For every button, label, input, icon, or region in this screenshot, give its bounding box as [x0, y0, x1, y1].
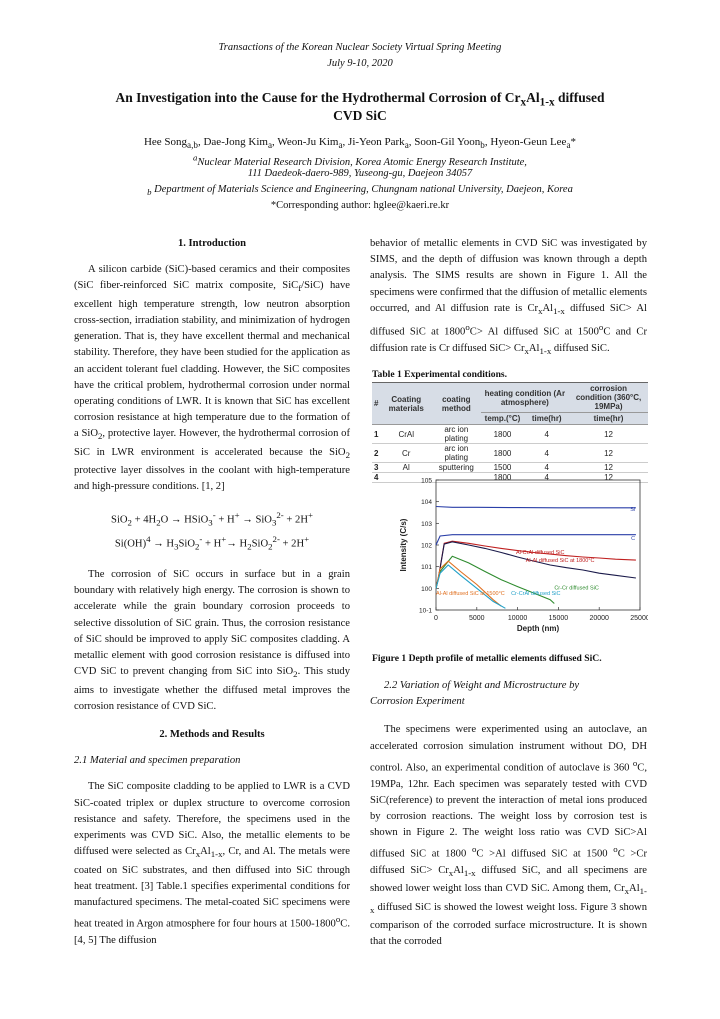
series-line — [436, 541, 636, 588]
si-label: Si — [630, 506, 636, 513]
c-label: C — [631, 536, 636, 543]
table-cell: 12 — [569, 463, 648, 473]
series-label: Al-Al diffused SiC at 1500°C — [436, 591, 505, 598]
meeting-date: July 9-10, 2020 — [327, 58, 393, 69]
table-cell: 12 — [569, 425, 648, 444]
y-axis-label: Intensity (C/s) — [399, 518, 408, 572]
th-heat-time: time(hr) — [524, 413, 569, 425]
figure-1-caption: Figure 1 Depth profile of metallic elements diffused SiC. — [372, 653, 602, 664]
th-coating-method: coating method — [432, 383, 481, 425]
section-methods-heading: 2. Methods and Results — [159, 729, 265, 740]
series-label: Al-CrAl diffused SiC — [515, 550, 565, 557]
x-tick-label: 5000 — [469, 615, 485, 622]
series-label: Cr-CrAl diffused SiC — [511, 591, 561, 598]
depth-profile-svg — [396, 472, 648, 642]
th-coating-materials: Coating materials — [380, 383, 432, 425]
y-tick-label: 10-1 — [418, 607, 432, 615]
x-tick-label: 20000 — [589, 615, 609, 622]
journal-header: Transactions of the Korean Nuclear Society Virtual Spring Meeting — [218, 42, 502, 53]
subsection-2-2-heading-b: Corrosion Experiment — [370, 696, 465, 708]
y-tick-label: 105 — [421, 477, 432, 485]
table-row — [372, 425, 648, 444]
table-cell: Cr — [380, 444, 432, 463]
subsection-2-2-heading-a: 2.2 Variation of Weight and Microstructure by — [384, 680, 580, 691]
th-number: # — [372, 383, 380, 425]
intro-paragraph-1: A silicon carbide (SiC)-based ceramics and their composites (SiC fiber-reinforced SiC matrix composite, SiC$_f$/SiC) have excellent high temperature strength, low neutron absorption cross-section, irradiation stability, and minimization of hydrogen generation. That is, they have excellent thermal and mechanical stability. Therefore, they have been studied for the application as an accident tolerant fuel cladding. However, the SiC composites have the critical problem, hydrothermal corrosion under normal operating conditions of LWR. It is known that SiC has excellent corrosion resistance at high temperature due to the formation of a SiO$_2$, protective layer. However, the hydrothermal corrosion of SiC in LWR environment is accelerated because the SiO$_2$ protective layer dissolves in the coolant with high-temperature and high-pressure conditions. [1, 2] — [74, 264, 351, 493]
table-cell: 12 — [569, 473, 648, 483]
paper-title-line1: An Investigation into the Cause for the Hydrothermal Corrosion of $Cr_xAl_{1-x}$ diffused — [115, 90, 605, 109]
right-column-lower — [370, 678, 647, 950]
table-cell: arc ion plating — [432, 444, 481, 463]
table-row — [372, 444, 648, 463]
methods-paragraph-1: The SiC composite cladding to be applied to LWR is a CVD SiC-coated triplex or duplex structure to overcome corrosion resistance and safety. Therefore, the specimens used in the experiments was CVD SiC. Also, the metallic elements to be diffused were selected as $Cr_xAl_{1-x}$, Cr, and Al. The metals were coated on SiC substrates, and then diffused into SiC through heat treatment. [3] Table.1 specifies experimental conditions for manufactured specimens. The metal-coated SiC specimens were heat treated in Argon atmosphere for four hours at 1500-1800$^o$C. [4, 5] The diffusion — [74, 781, 351, 946]
intro-paragraph-2: The corrosion of SiC occurs in surface but in a grain boundary with relatively high energy. The corrosion is shown to accelerate while the grain boundary corrosion proceeds to selective dissolution of SiC grain. Thus, the corrosion resistance of SiC should be improved to apply SiC composites cladding. A metallic element with good corrosion resistance is diffused into CVD SiC to prevent changing from SiC into SiO$_2$. This study aims to investigate whether the diffused metal improves the corrosion resistance of CVD SiC. — [74, 569, 350, 712]
corrosion-paragraph: The specimens were experimented using an autoclave, an accelerated corrosion simulation instrument without DO, DH control. Also, an experimental condition of autoclave is 360 $^o$C, 19MPa, 12hr. Each specimen was separately tested with CVD SiC(reference) to prevent the interaction of metal ions produced by corrosion reactions. The weight loss by corrosion test is shown in Figure 2. The weight loss ratio was CVD SiC>Al diffused SiC at 1800 $^o$C >Al diffused SiC at 1500 $^o$C >Cr diffused $SiC> Cr_xAl_{1-x}$ diffused SiC, and all specimens are showed lower weight loss than CVD SiC. Among them, $Cr_xAl_{1-x}$ diffused SiC is showed the lowest weight loss. Figure 3 shown comparison of the corroded surface microstructure. It is shown that the corroded — [370, 724, 647, 948]
table-row — [372, 463, 648, 473]
right-column — [370, 236, 647, 359]
table-cell: sputtering — [432, 463, 481, 473]
experimental-conditions-table — [372, 382, 648, 483]
table-cell: 1800 — [481, 425, 525, 444]
table-cell: CrAl — [380, 425, 432, 444]
series-label: Cr-Cr diffused SiC — [554, 585, 599, 592]
affiliation-b: $_b$ Department of Materials Science and Engineering, Chungnam national University, Daejeon, Korea — [147, 184, 573, 198]
series-line — [436, 542, 636, 592]
affiliation-a2: 111 Daedeok-daero-989, Yuseong-gu, Daejeon 34057 — [247, 168, 473, 179]
equation-2: $Si(OH)^4 \to H_3SiO_2^- + H^+\to H_2SiO_2^{2-} + 2H^+$ — [114, 534, 310, 552]
y-tick-label: 104 — [421, 499, 432, 507]
x-tick-label: 0 — [434, 615, 438, 622]
table-cell: 1800 — [481, 444, 525, 463]
table-cell: arc ion plating — [432, 425, 481, 444]
series-line — [436, 507, 636, 508]
table-cell: 4 — [524, 425, 569, 444]
paper-title-line2: CVD SiC — [333, 108, 387, 123]
equation-1: $SiO_2 + 4H_2O$ → HSiO$_3$- + H+ → SiO$_3^{2-}$ + 2H+ — [111, 510, 313, 529]
x-tick-label: 10000 — [507, 615, 528, 622]
table-cell: 12 — [569, 444, 648, 463]
affiliation-a1: $^a$Nuclear Material Research Division, Korea Atomic Energy Research Institute, — [193, 152, 527, 168]
th-corrosion-condition: corrosion condition (360°C, 19MPa) — [569, 383, 648, 413]
section-introduction-heading: 1. Introduction — [177, 238, 247, 249]
corresponding-author: *Corresponding author: hglee@kaeri.re.kr — [270, 200, 450, 211]
table-cell: Al — [380, 463, 432, 473]
y-tick-label: 100 — [421, 585, 432, 593]
series-label: Al-Al diffused SiC at 1800°C — [525, 558, 595, 565]
y-tick-label: 102 — [421, 542, 432, 550]
x-tick-label: 25000 — [630, 615, 648, 622]
left-column — [74, 236, 350, 949]
x-axis-label: Depth (nm) — [516, 624, 560, 633]
y-tick-label: 103 — [421, 520, 432, 528]
diffusion-paragraph: behavior of metallic elements in CVD SiC was investigated by SIMS, and the depth of diffusion was known through a depth analysis. The SIMS results are shown in Figure 1. All the specimens were confirmed that the diffusion of metallic elements occurred, and Al diffusion rate is $Cr_xAl_{1-x}$ diffused SiC> Al diffused SiC at $1800^oC> Al$ diffused SiC at 1500$^o$C and Cr diffusion rate is Cr diffused $SiC> Cr_xAl_{1-x}$ diffused SiC. — [370, 238, 647, 356]
th-temperature: temp.(°C) — [481, 413, 525, 425]
table-cell: 4 — [374, 473, 379, 482]
table-cell: 1800 — [481, 473, 525, 483]
x-tick-label: 15000 — [548, 615, 569, 622]
th-heating-condition: heating condition (Ar atmosphere) — [481, 383, 569, 413]
table-cell: 4 — [524, 463, 569, 473]
th-corrosion-time: time(hr) — [569, 413, 648, 425]
subsection-2-1-heading: 2.1 Material and specimen preparation — [74, 755, 241, 767]
table-cell: 1500 — [481, 463, 525, 473]
figure-1-chart — [396, 472, 648, 647]
table-cell: 2 — [372, 444, 380, 463]
table-cell: 4 — [524, 473, 569, 483]
table-cell: 4 — [524, 444, 569, 463]
y-tick-label: 101 — [421, 564, 432, 572]
table-1-caption: Table 1 Experimental conditions. — [372, 369, 508, 380]
author-list: Hee Song$_{a,b}$, Dae-Jong Kim$_a$, Weon-Ju Kim$_a$, Ji-Yeon Park$_a$, Soon-Gil Yoon$_b$, Hyeon-Geun Lee$_a$* — [143, 136, 577, 151]
table-cell: 3 — [374, 463, 379, 472]
table-cell: 1 — [372, 425, 380, 444]
